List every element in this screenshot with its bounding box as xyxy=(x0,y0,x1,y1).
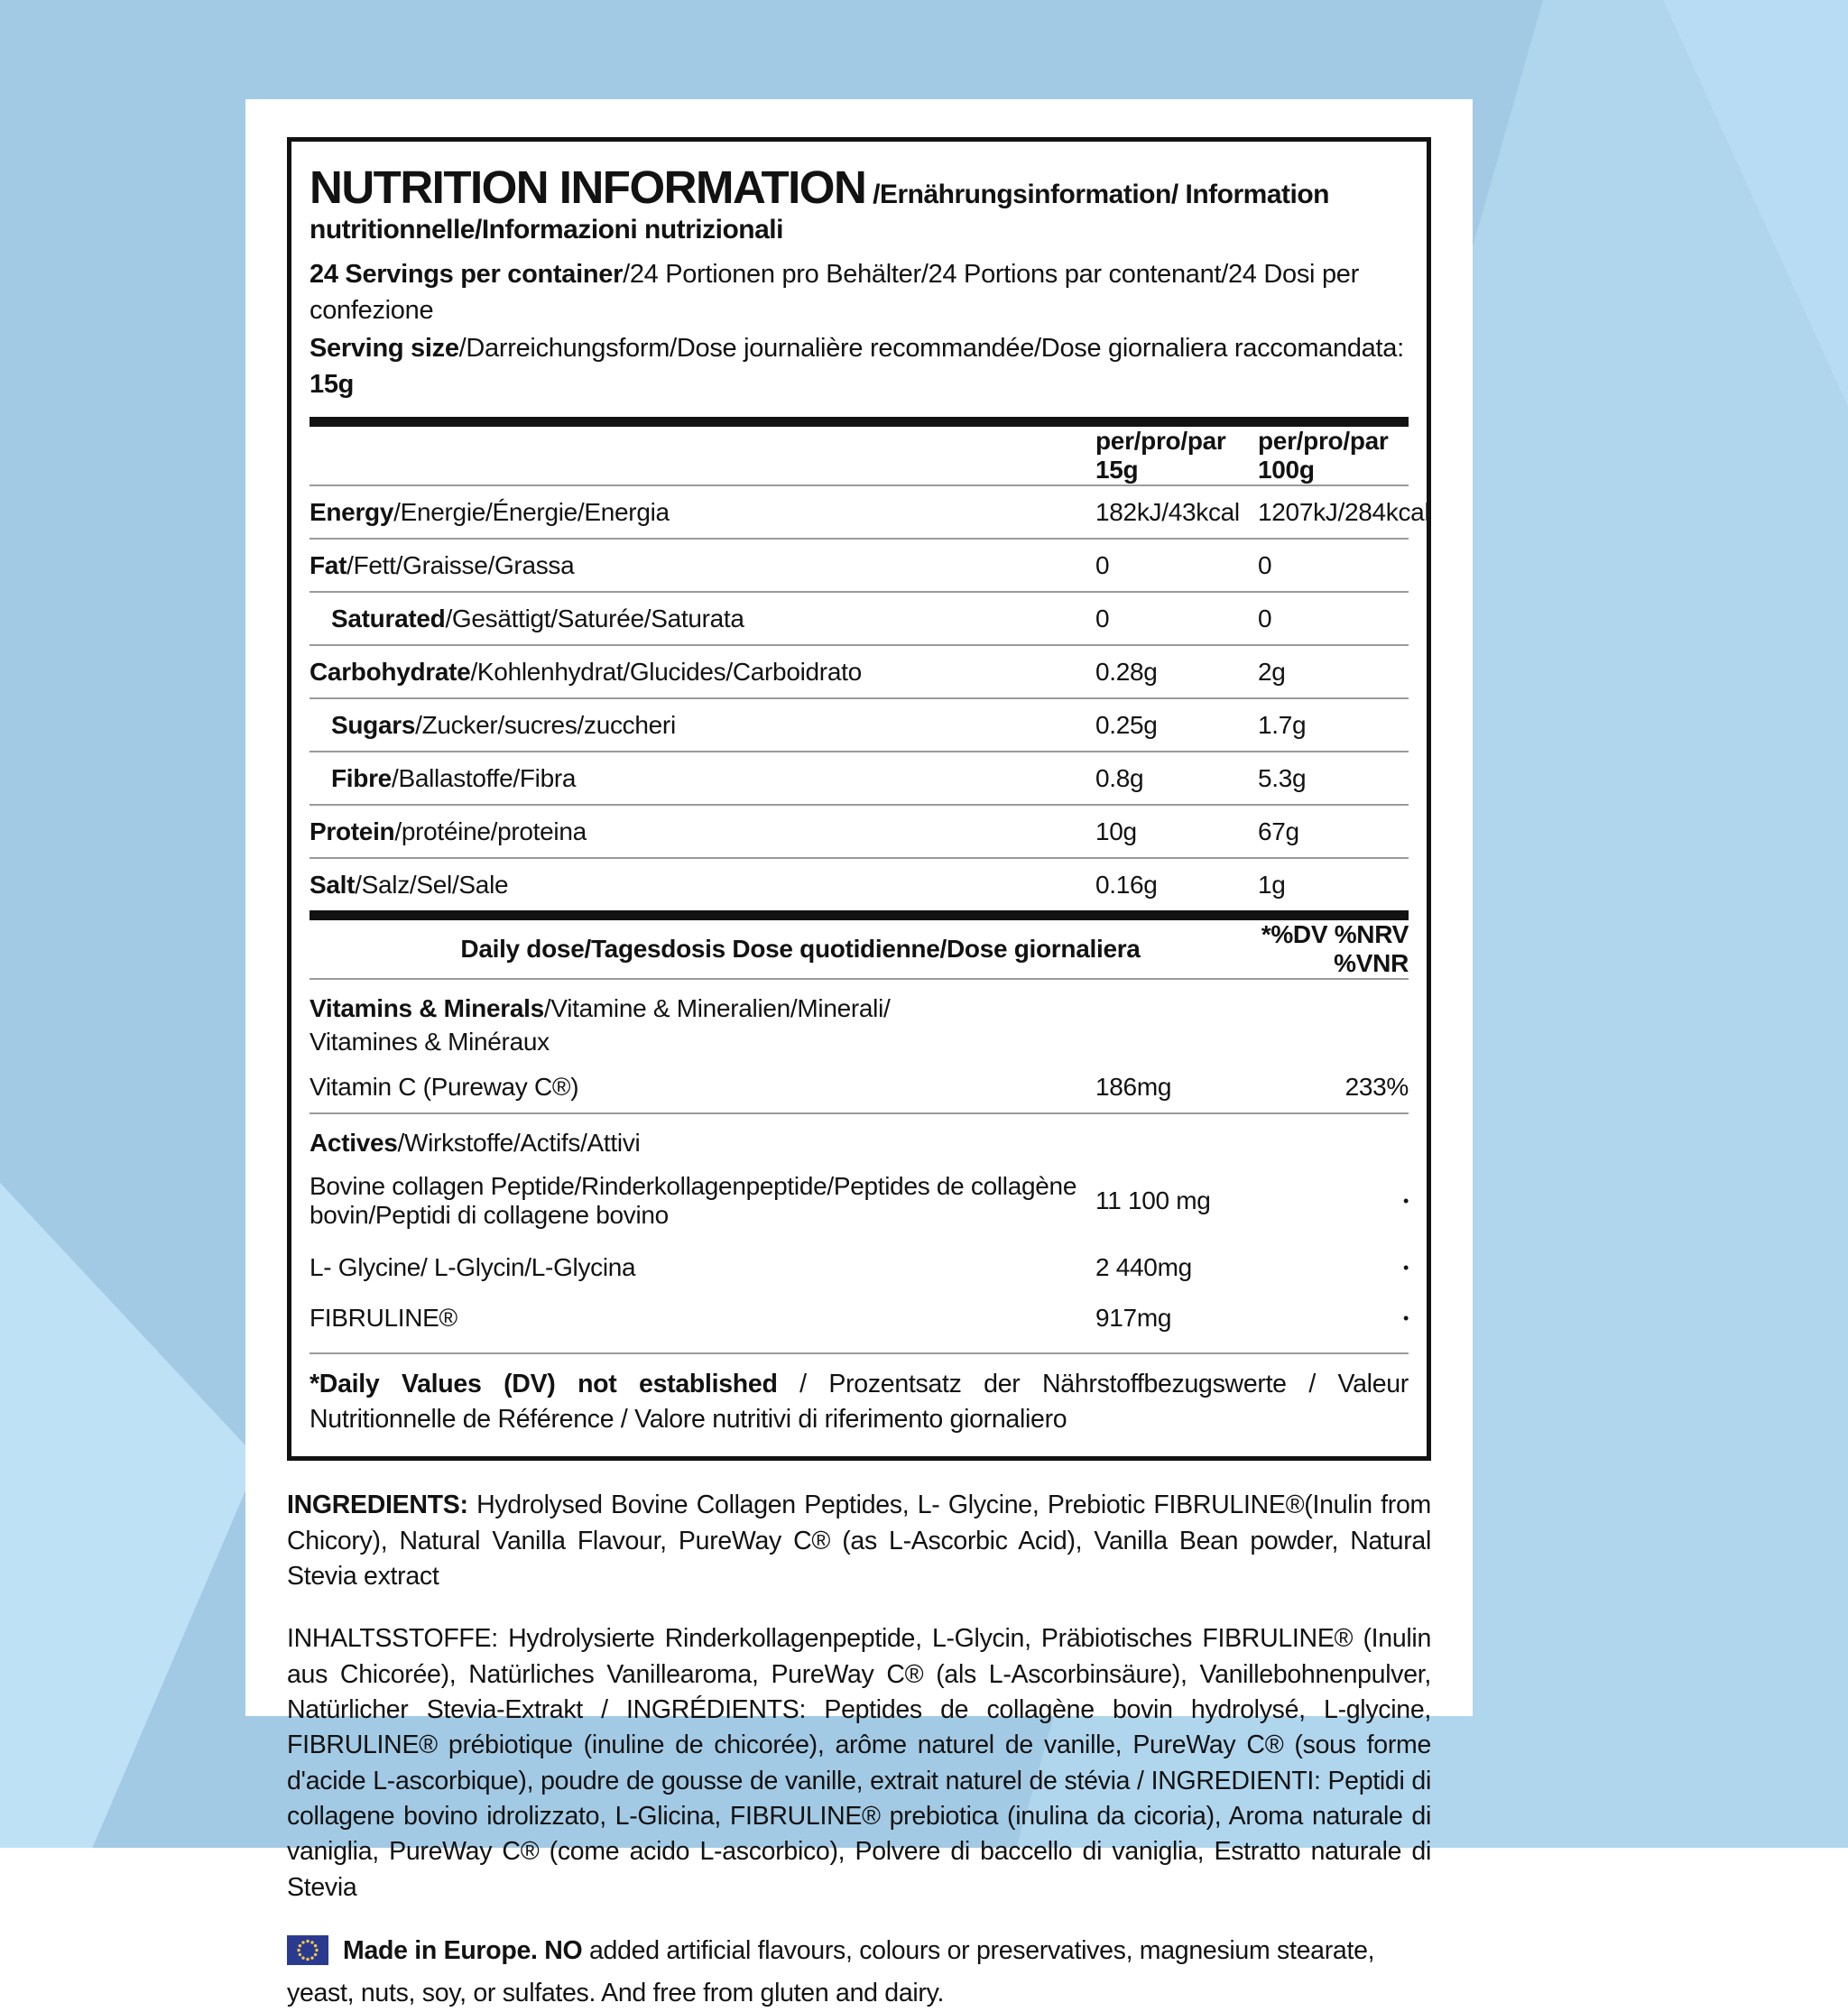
servings-rest: /24 Portionen pro Behälter/24 Portions par contenant/24 Dosi per confezione xyxy=(310,260,1359,326)
value-per100g: 2g xyxy=(1258,657,1286,686)
active-amount: 917mg xyxy=(1095,1304,1172,1333)
value-per100g: 5.3g xyxy=(1258,763,1307,792)
dv-nrv-heading: *%DV %NRV %VNR xyxy=(1261,920,1409,978)
table-row: Sugars/Zucker/sucres/zuccheri 0.25g 1.7g xyxy=(310,699,1409,752)
table-row: Salt/Salz/Sel/Sale 0.16g 1g xyxy=(310,859,1409,910)
daily-values-footnote: *Daily Values (DV) not established / Prozentsatz der Nährstoffbezugswerte / Valeur Nutritionnelle de Référence / Valore nutritivi di riferimento giornaliero xyxy=(310,1352,1409,1436)
panel-title-translations: /Ernährungsinformation/ Information nutritionnelle/Informazioni nutrizionali xyxy=(310,180,1329,245)
value-per100g: 67g xyxy=(1258,817,1299,845)
servings-line xyxy=(310,256,1409,328)
ingredients-multilingual: INHALTSSTOFFE: Hydrolysierte Rinderkollagenpeptide, L-Glycin, Präbiotisches FIBRULINE® (Inulin aus Chicorée), Natürliches Vanillearoma, PureWay C® (als L-Ascorbinsäure), Vanillebohnenpulver, Natürlicher Stevia-Extrakt / INGRÉDIENTS: Peptides de collagène bovin hydrolysé, L-glycine, FIBRULINE® prébiotique (inuline de chicorée), arôme naturel de vanille, PureWay C® (sous forme d'acide L-ascorbique), poudre de gousse de vanille, extrait naturel de stévia / INGREDIENTI: Peptidi di collagene bovino idrolizzato, L-Glicina, FIBRULINE® prebiotica (inulina da cicoria), Aroma naturale di vaniglia, PureWay C® (come acido L-ascorbico), Polvere di baccello di vaniglia, Estratto naturale di Stevia xyxy=(287,1624,1431,1902)
eu-flag-icon xyxy=(287,1935,328,1975)
ingredients-english: INGREDIENTS: Hydrolysed Bovine Collagen Peptides, L- Glycine, Prebiotic FIBRULINE®(Inulin from Chicory), Natural Vanilla Flavour, PureWay C® (as L-Ascorbic Acid), Vanilla Bean powder, Natural Stevia extract xyxy=(287,1491,1431,1591)
daily-dose-header-row xyxy=(310,920,1409,980)
value-per100g: 1207kJ/284kcal xyxy=(1258,497,1430,526)
value-per15g: 0 xyxy=(1095,604,1110,632)
value-per15g: 0.8g xyxy=(1095,763,1144,792)
value-per15g: 10g xyxy=(1095,817,1137,845)
value-per100g: 0 xyxy=(1258,604,1272,632)
active-row: FIBRULINE® 917mg • xyxy=(310,1304,1409,1333)
table-row: Protein/protéine/proteina 10g 67g xyxy=(310,806,1409,859)
panel-title: NUTRITION INFORMATION xyxy=(310,162,866,213)
vitamins-minerals-heading: Vitamins & Minerals/Vitamine & Mineralien/Minerali/ Vitamines & Minéraux xyxy=(310,994,891,1056)
serving-size-line xyxy=(310,330,1409,402)
value-per100g: 1.7g xyxy=(1258,710,1307,739)
value-per15g: 0.25g xyxy=(1095,710,1158,739)
value-per100g: 1g xyxy=(1258,870,1286,899)
table-row: Saturated/Gesättigt/Saturée/Saturata 0 0 xyxy=(310,593,1409,646)
active-amount: 11 100 mg xyxy=(1095,1186,1211,1215)
value-per15g: 0.16g xyxy=(1095,870,1158,899)
not-established-marker: • xyxy=(1402,1258,1409,1277)
thick-divider-bottom xyxy=(310,910,1409,920)
value-per15g: 0 xyxy=(1095,550,1110,579)
value-per15g: 0.28g xyxy=(1095,657,1158,686)
table-row: Fibre/Ballastoffe/Fibra 0.8g 5.3g xyxy=(310,752,1409,806)
active-row: Bovine collagen Peptide/Rinderkollagenpeptide/Peptides de collagène bovin/Peptidi di collagene bovino 11 100 mg • xyxy=(310,1172,1409,1230)
active-amount: 2 440mg xyxy=(1095,1253,1192,1282)
table-header-row xyxy=(310,427,1409,486)
not-established-marker: • xyxy=(1402,1191,1409,1210)
column-header-per100g: per/pro/par 100g xyxy=(1258,427,1389,485)
vitamin-c-dv: 233% xyxy=(1344,1072,1409,1101)
daily-dose-heading: Daily dose/Tagesdosis Dose quotidienne/Dose giornaliera xyxy=(460,935,1141,964)
active-row: L- Glycine/ L-Glycin/L-Glycina 2 440mg • xyxy=(310,1253,1409,1282)
value-per100g: 0 xyxy=(1258,550,1272,579)
serving-size-amount: 15g xyxy=(310,370,355,400)
thick-divider-top xyxy=(310,417,1409,427)
not-established-marker: • xyxy=(1402,1308,1409,1327)
made-in-europe-line: Made in Europe. NO added artificial flavours, colours or preservatives, magnesium stearate, yeast, nuts, soy, or sulfates. And free from gluten and dairy. xyxy=(287,1935,1375,2008)
nutrition-panel xyxy=(287,137,1431,1461)
vitamin-c-row: Vitamin C (Pureway C®) 186mg 233% xyxy=(310,1062,1409,1114)
value-per15g: 182kJ/43kcal xyxy=(1095,497,1240,526)
label-card xyxy=(245,99,1473,2008)
serving-size-rest: /Darreichungsform/Dose journalière recommandée/Dose giornaliera raccomandata: xyxy=(458,334,1404,364)
servings-bold: 24 Servings per container xyxy=(310,260,624,290)
table-row: Carbohydrate/Kohlenhydrat/Glucides/Carboidrato 0.28g 2g xyxy=(310,646,1409,699)
actives-heading: Actives/Wirkstoffe/Actifs/Attivi xyxy=(310,1128,641,1157)
column-header-per15g: per/pro/par 15g xyxy=(1095,427,1226,485)
vitamin-c-amount: 186mg xyxy=(1095,1072,1172,1101)
table-row: Fat/Fett/Graisse/Grassa 0 0 xyxy=(310,540,1409,593)
panel-header xyxy=(310,163,1409,247)
table-row: Energy/Energie/Énergie/Energia 182kJ/43kcal 1207kJ/284kcal xyxy=(310,486,1409,540)
serving-size-bold: Serving size xyxy=(310,334,459,364)
